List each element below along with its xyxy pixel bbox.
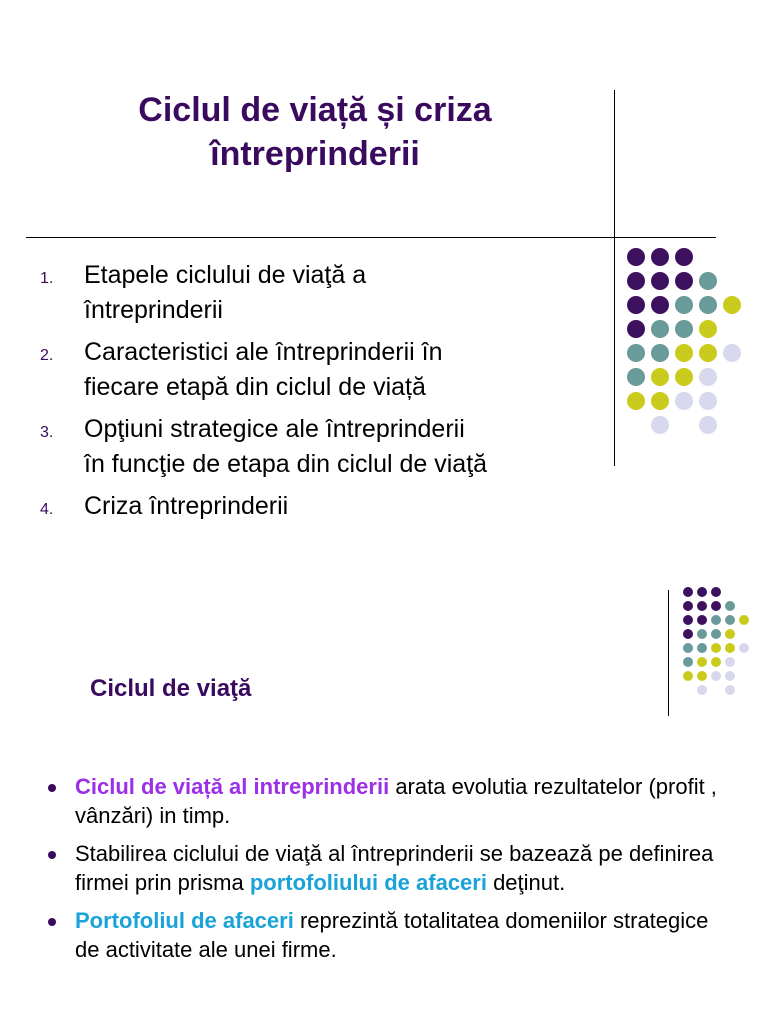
decorative-dot [651,320,669,338]
decorative-dot [683,629,693,639]
bullet-icon [48,784,56,792]
decorative-dot [627,392,645,410]
decorative-dot [725,643,735,653]
decorative-dot [711,587,721,597]
decorative-dot-grid [627,248,747,440]
decorative-dot [699,416,717,434]
bullet-icon [48,851,56,859]
decorative-dot [675,296,693,314]
decorative-dot [627,272,645,290]
decorative-dot [697,615,707,625]
agenda-list [40,258,600,531]
decorative-dot [739,615,749,625]
decorative-dot [739,643,749,653]
vertical-divider [668,590,669,716]
vertical-divider [614,90,615,466]
horizontal-divider [26,237,716,238]
decorative-dot [725,601,735,611]
decorative-dot [683,671,693,681]
decorative-dot [697,629,707,639]
decorative-dot [651,272,669,290]
decorative-dot [683,643,693,653]
decorative-dot [683,587,693,597]
decorative-dot [651,248,669,266]
agenda-item [40,335,600,405]
title-line-2: întreprinderii [210,135,420,173]
decorative-dot [683,657,693,667]
decorative-dot [651,392,669,410]
agenda-item [40,258,600,328]
decorative-dot [711,643,721,653]
decorative-dot [711,671,721,681]
slide-title: Ciclul de viaţă [90,675,252,702]
item-text-line-1: Etapele ciclului de viaţă a [84,261,367,289]
item-number: 4. [40,501,54,518]
decorative-dot [699,344,717,362]
decorative-dot [683,601,693,611]
item-text-line-1: Opţiuni strategice ale întreprinderii [84,415,465,443]
item-text-line-1: Caracteristici ale întreprinderii în [84,338,443,366]
item-text-line-2: fiecare etapă din ciclul de viață [84,373,426,401]
bullet-text: Stabilirea ciclului de viaţă al întreprinderii se bazează pe definirea firmei prin prisma [75,841,714,895]
decorative-dot [699,368,717,386]
bullet-text-end: deţinut. [486,870,566,895]
decorative-dot [675,248,693,266]
decorative-dot [725,657,735,667]
title-line-1: Ciclul de viață și criza [138,91,492,129]
bullet-item [44,772,724,830]
bullet-icon [48,918,56,926]
decorative-dot [675,320,693,338]
decorative-dot [711,629,721,639]
highlight-term: Portofoliul de afaceri [75,908,294,933]
decorative-dot [651,344,669,362]
bullet-text: arata evolutia rezultatelor (profit , vânzări) in timp. [75,774,717,828]
decorative-dot [627,344,645,362]
agenda-item [40,412,600,482]
bullet-item [44,906,724,964]
decorative-dot [711,657,721,667]
decorative-dot [725,685,735,695]
decorative-dot [697,657,707,667]
item-number: 2. [40,347,54,364]
bullet-item [44,839,724,897]
decorative-dot [725,671,735,681]
item-number: 3. [40,424,54,441]
decorative-dot [697,685,707,695]
decorative-dot [675,368,693,386]
decorative-dot [723,296,741,314]
decorative-dot [699,296,717,314]
decorative-dot [651,296,669,314]
decorative-dot [675,392,693,410]
decorative-dot [697,643,707,653]
decorative-dot [627,320,645,338]
item-number: 1. [40,270,54,287]
decorative-dot [723,344,741,362]
agenda-item [40,489,600,524]
decorative-dot [725,629,735,639]
item-text-line-2: în funcţie de etapa din ciclul de viaţă [84,450,488,478]
item-text-line-1: Criza întreprinderii [84,492,289,520]
decorative-dot [699,320,717,338]
decorative-dot [627,368,645,386]
decorative-dot [697,587,707,597]
decorative-dot [651,368,669,386]
item-text-line-2: întreprinderii [84,296,223,324]
bullet-list [44,772,724,973]
decorative-dot [697,601,707,611]
decorative-dot [699,272,717,290]
decorative-dot [627,296,645,314]
decorative-dot [675,344,693,362]
decorative-dot [711,601,721,611]
bullet-text: reprezintă totalitatea domeniilor strategice de activitate ale unei firme. [75,908,709,962]
decorative-dot [683,615,693,625]
slide-title [40,88,590,176]
decorative-dot-grid [683,587,755,699]
decorative-dot [651,416,669,434]
highlight-term: portofoliului de afaceri [249,870,487,895]
decorative-dot [697,671,707,681]
decorative-dot [699,392,717,410]
decorative-dot [725,615,735,625]
slide-2 [0,560,768,1024]
decorative-dot [675,272,693,290]
highlight-term: Ciclul de viață al intreprinderii [75,774,390,799]
decorative-dot [711,615,721,625]
decorative-dot [627,248,645,266]
